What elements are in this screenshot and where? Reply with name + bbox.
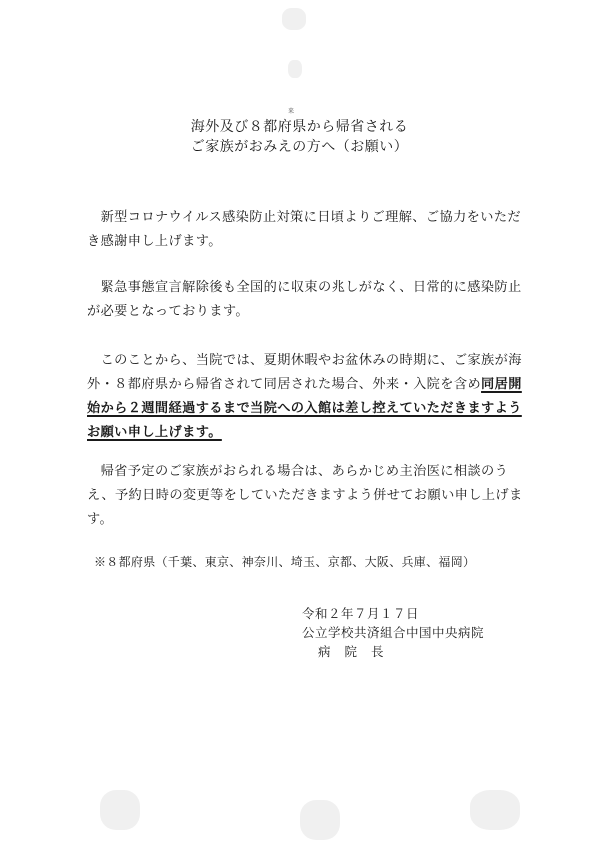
title-ruby: 来 [288, 108, 295, 115]
document-title-line2: ご家族がおみえの方へ（お願い） [190, 139, 409, 155]
paragraph-text: 帰省予定のご家族がおられる場合は、あらかじめ主治医に相談のうえ、予約日時の変更等をしていただきますよう併せてお願い申し上げます。 [87, 464, 523, 527]
document-title-line1: 海外及び８都府県から帰省される [190, 119, 409, 135]
paragraph-appreciation [87, 206, 527, 254]
signature-date: 令和２年７月１７日 [302, 606, 420, 621]
scan-smudge [282, 8, 306, 30]
scan-smudge [470, 790, 520, 830]
signature-organization: 公立学校共済組合中国中央病院 [302, 625, 485, 640]
underlined-request: 同居開始から２週間経過するまで当院への入館は差し控えていただきますようお願い申し上げます。 [87, 377, 522, 440]
paragraph-request [87, 349, 527, 445]
scan-smudge [300, 800, 340, 840]
paragraph-text: 緊急事態宣言解除後も全国的に収束の兆しがなく、日常的に感染防止が必要となっております。 [87, 280, 522, 319]
signature-title: 病院長 [318, 644, 398, 659]
paragraph-text: 新型コロナウイルス感染防止対策に日頃よりご理解、ご協力をいただき感謝申し上げます。 [87, 210, 522, 249]
paragraph-situation [87, 276, 527, 324]
scan-smudge [288, 60, 302, 78]
paragraph-text: このことから、当院では、夏期休暇やお盆休みの時期に、ご家族が海外・８都府県から帰省されて同居された場合、外来・入院を含め [87, 353, 522, 392]
prefecture-note: ※８都府県（千葉、東京、神奈川、埼玉、京都、大阪、兵庫、福岡） [94, 555, 476, 569]
paragraph-schedule [87, 460, 527, 532]
scan-smudge [100, 790, 140, 830]
